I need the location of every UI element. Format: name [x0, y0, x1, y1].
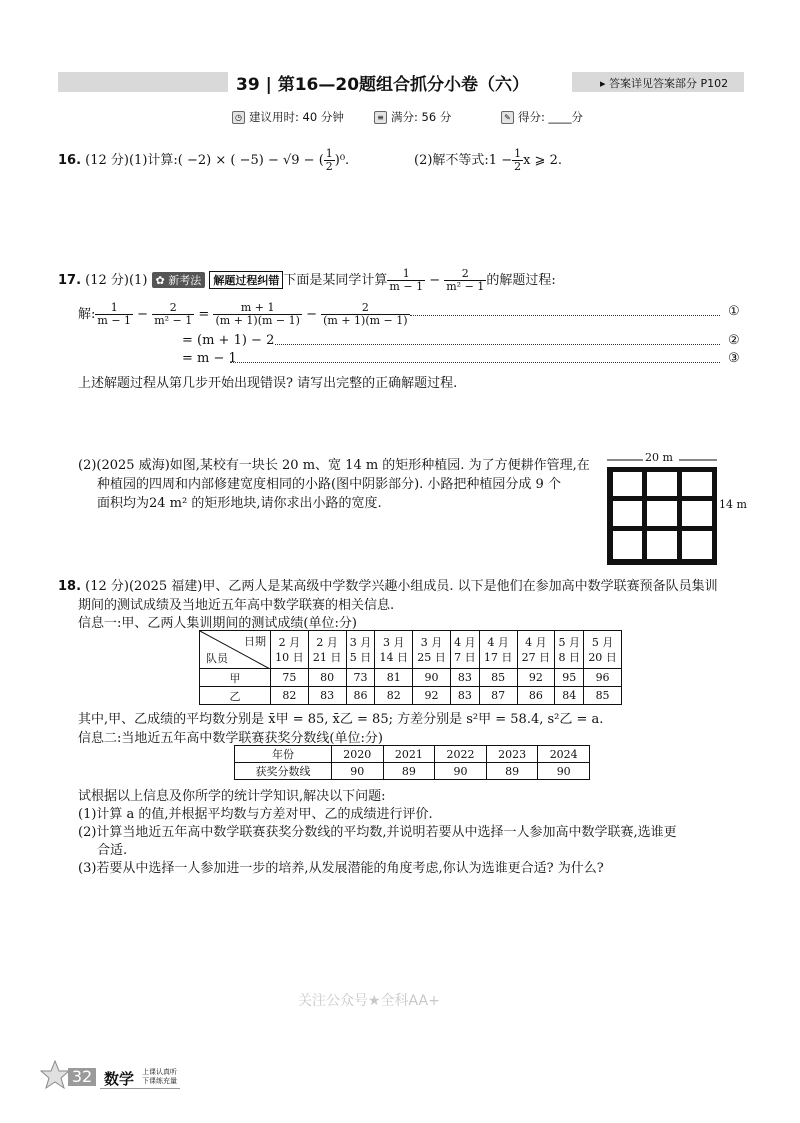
mascot-icon [40, 1060, 70, 1094]
score-cell: 81 [375, 669, 413, 687]
question-18: 18. (12 分)(2025 福建)甲、乙两人是某高级中学数学兴趣小组成员. 以下是他们在参加高中数学联赛预备队员集训 [58, 579, 718, 594]
step-marker-3: ③ [728, 351, 740, 366]
time-info: ◷ 建议用时: 40 分钟 [232, 109, 344, 125]
question-16: 16. (12 分)(1)计算:( −2) × ( −5) − √9 − ( $\frac{1}{2}$ )⁰. [58, 147, 350, 173]
table-row [200, 687, 622, 705]
threshold-label-cell: 获奖分数线 [235, 763, 332, 780]
date-header-cell: 2 月 21 日 [308, 631, 346, 669]
table-corner-cell: 日期 队员 [200, 631, 271, 669]
solution-step-1: 解: $\frac{1}{m - 1}$ − $\frac{2}{\text{m² − 1}}$ = $\frac{m + 1}{(m + 1)(m - 1)}$ − $\frac{2}{(m + 1)(m - 1)}$ [78, 301, 408, 327]
fraction: $\frac{1}{m - 1}$ [97, 301, 132, 327]
q18-part1: (1)计算 a 的值,并根据平均数与方差对甲、乙的成绩进行评价. [78, 807, 433, 822]
width-label: 20 m [645, 451, 673, 464]
score-cell: 85 [479, 669, 517, 687]
score-cell: 83 [308, 687, 346, 705]
info-1: 信息一:甲、乙两人集训期间的测试成绩(单位:分) [78, 616, 357, 631]
pen-icon: ✎ [501, 111, 514, 124]
threshold-cell: 89 [486, 763, 538, 780]
date-header-cell: 5 月 8 日 [555, 631, 584, 669]
q18-line2: 期间的测试成绩及当地近五年高中数学联赛的相关信息. [78, 598, 395, 613]
page-number: 32 [68, 1068, 96, 1086]
question-17: 17. (12 分)(1) ✿ 新考法 解题过程纠错 下面是某同学计算 $\frac{1}{m - 1}$ − $\frac{2}{\text{m² − 1}}$ 的解题过程: [58, 267, 556, 293]
fraction: $\frac{2}{\text{m² − 1}}$ [446, 267, 485, 293]
date-header-cell: 4 月 7 日 [450, 631, 479, 669]
threshold-cell: 90 [332, 763, 384, 780]
topic-badge: 解题过程纠错 [209, 271, 283, 289]
garden-diagram [605, 452, 755, 572]
step-marker-2: ② [728, 333, 740, 348]
dotted-leader [275, 344, 720, 345]
footer-rule [100, 1088, 180, 1089]
q18-part2-line2: 合适. [97, 843, 128, 858]
date-header-cell: 2 月 10 日 [271, 631, 309, 669]
watermark: 关注公众号★全科AA+ [298, 993, 440, 1009]
page-title: 39 | 第16—20题组合抓分小卷（六） [236, 75, 530, 95]
full-score-info: ≡ 满分: 56 分 [374, 109, 451, 125]
score-cell: 86 [517, 687, 555, 705]
fraction: $\frac{2}{(m + 1)(m - 1)}$ [323, 301, 408, 327]
date-header-cell: 4 月 17 日 [479, 631, 517, 669]
header-bar-left [58, 72, 228, 92]
fraction: $\frac{1}{2}$ [325, 147, 333, 173]
player-name-cell: 甲 [200, 669, 271, 687]
height-label: 14 m [719, 498, 747, 511]
score-cell: 82 [271, 687, 309, 705]
year-cell: 2023 [486, 746, 538, 763]
date-header-cell: 3 月 5 日 [346, 631, 375, 669]
stats-line: 其中,甲、乙成绩的平均数分别是 x̄甲 = 85, x̄乙 = 85; 方差分别是 s²甲 = 58.4, s²乙 = a. [78, 712, 604, 727]
score-cell: 92 [413, 687, 451, 705]
score-cell: 95 [555, 669, 584, 687]
score-cell: 92 [517, 669, 555, 687]
q18-part3: (3)若要从中选择一人参加进一步的培养,从发展潜能的角度考虑,你认为选谁更合适? 为什么? [78, 861, 604, 876]
fraction: $\frac{m + 1}{(m + 1)(m - 1)}$ [215, 301, 300, 327]
score-cell: 82 [375, 687, 413, 705]
solution-step-3: = m − 1 [182, 351, 237, 366]
year-cell: 2024 [538, 746, 590, 763]
threshold-cell: 90 [538, 763, 590, 780]
footer-slogan: 上课认真听 下课练充量 [142, 1068, 177, 1085]
score-icon: ≡ [374, 111, 387, 124]
fraction: $\frac{1}{m - 1}$ [389, 267, 424, 293]
solution-step-2: = (m + 1) − 2 [182, 333, 275, 348]
answer-reference: ▸ 答案详见答案部分 P102 [600, 77, 729, 90]
info-2: 信息二:当地近五年高中数学联赛获奖分数线(单位:分) [78, 731, 383, 746]
score-info: ✎ 得分: ____分 [501, 109, 583, 125]
dotted-leader [410, 315, 720, 316]
player-name-cell: 乙 [200, 687, 271, 705]
award-threshold-table [234, 745, 590, 780]
year-label-cell: 年份 [235, 746, 332, 763]
dotted-leader [230, 362, 720, 363]
score-cell: 83 [450, 687, 479, 705]
subject-label: 数学 [104, 1070, 135, 1088]
garden-figure [605, 452, 755, 575]
step-marker-1: ① [728, 304, 740, 319]
score-cell: 85 [584, 687, 622, 705]
q18-part2-line1: (2)计算当地近五年高中数学联赛获奖分数线的平均数,并说明若要从中选择一人参加高中数学联赛,选谁更 [78, 825, 677, 840]
score-cell: 73 [346, 669, 375, 687]
q17-part2-line3: 面积均为24 m² 的矩形地块,请你求出小路的宽度. [97, 496, 382, 511]
fraction: $\frac{2}{\text{m² − 1}}$ [154, 301, 193, 327]
date-header-cell: 5 月 20 日 [584, 631, 622, 669]
year-cell: 2021 [383, 746, 435, 763]
q17-part2-line2: 种植园的四周和内部修建宽度相同的小路(图中阴影部分). 小路把种植园分成 9 个 [97, 477, 561, 492]
test-scores-table [199, 630, 622, 705]
score-cell: 84 [555, 687, 584, 705]
threshold-cell: 89 [383, 763, 435, 780]
date-header-cell: 3 月 25 日 [413, 631, 451, 669]
score-cell: 96 [584, 669, 622, 687]
new-method-badge: ✿ 新考法 [152, 272, 206, 288]
clock-icon: ◷ [232, 111, 245, 124]
year-cell: 2020 [332, 746, 384, 763]
date-header-cell: 3 月 14 日 [375, 631, 413, 669]
q18-ask: 试根据以上信息及你所学的统计学知识,解决以下问题: [78, 789, 386, 804]
question-16-part2: (2)解不等式:1 − $\frac{1}{2}$ x ⩾ 2. [414, 147, 562, 173]
question-17-ask: 上述解题过程从第几步开始出现错误? 请写出完整的正确解题过程. [78, 376, 458, 391]
table-row [200, 669, 622, 687]
year-cell: 2022 [435, 746, 487, 763]
score-cell: 80 [308, 669, 346, 687]
fraction: $\frac{1}{2}$ [514, 147, 522, 173]
q17-part2-line1: (2)(2025 威海)如图,某校有一块长 20 m、宽 14 m 的矩形种植园. 为了方便耕作管理,在 [78, 458, 590, 473]
date-header-cell: 4 月 27 日 [517, 631, 555, 669]
score-cell: 75 [271, 669, 309, 687]
threshold-cell: 90 [435, 763, 487, 780]
score-cell: 83 [450, 669, 479, 687]
score-cell: 87 [479, 687, 517, 705]
score-cell: 86 [346, 687, 375, 705]
score-cell: 90 [413, 669, 451, 687]
